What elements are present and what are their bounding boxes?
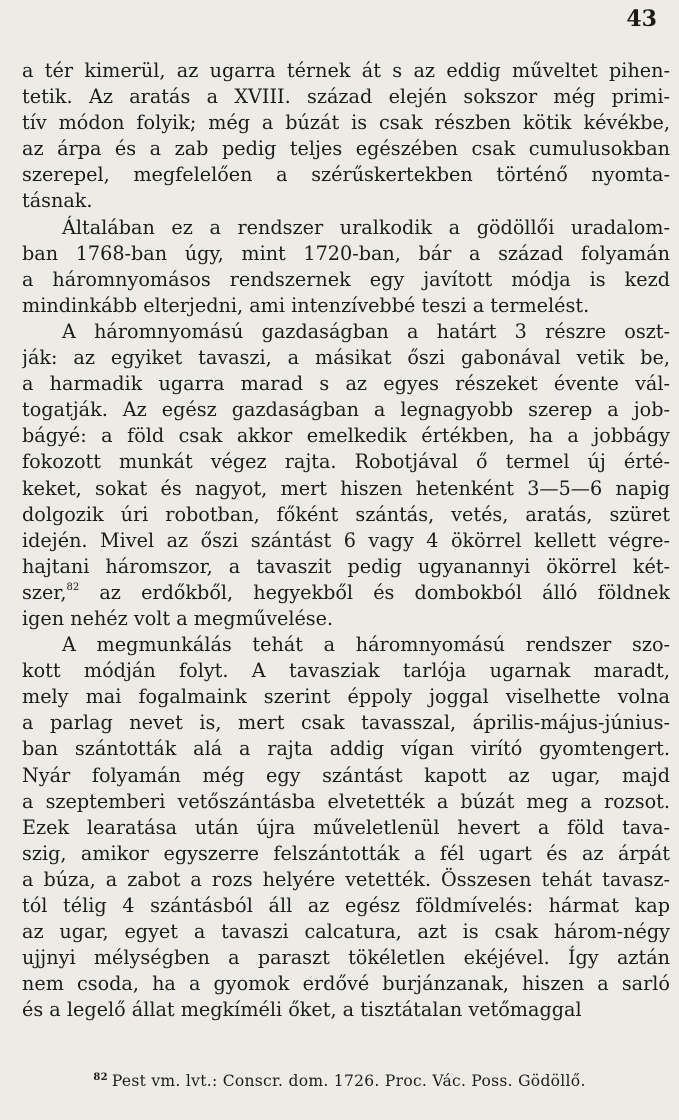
paragraph <box>22 58 670 215</box>
footnote <box>0 1072 679 1090</box>
text-line: ban 1768-ban úgy, mint 1720-ban, bár a század folyamán <box>22 241 670 265</box>
text-line: mindinkább elterjedni, ami intenzívebbé teszi a termelést. <box>22 293 590 317</box>
text-line: a harmadik ugarra marad s az egyes részeket évente vál- <box>22 372 670 396</box>
text-line: a háromnyomásos rendszernek egy javított módja is kezd <box>22 267 670 291</box>
text-line: a szeptemberi vetőszántásba elvetették a búzát meg a rozsot. <box>22 789 670 813</box>
text-line: a búza, a zabot a rozs helyére vetették. Összesen tehát tavasz- <box>22 867 670 891</box>
text-line: szig, amikor egyszerre felszántották a fél ugart és az árpát <box>22 841 670 865</box>
paragraph <box>22 215 670 319</box>
text-line: a tér kimerül, az ugarra térnek át s az eddig műveltet pihen- <box>22 59 670 82</box>
paragraph <box>22 632 670 1023</box>
text-line: mely mai fogalmaink szerint éppoly joggal viselhette volna <box>22 685 670 709</box>
text-line: A háromnyomású gazdaságban a határt 3 részre oszt- <box>62 319 670 343</box>
footnote-text: Pest vm. lvt.: Conscr. dom. 1726. Proc. Vác. Poss. Gödöllő. <box>111 1072 586 1090</box>
text-line: Nyár folyamán még egy szántást kapott az ugar, majd <box>22 763 670 787</box>
text-line: tetik. Az aratás a XVIII. század elején sokszor még primi- <box>22 85 670 109</box>
text-line: fokozott munkát végez rajta. Robotjával ő termel új érté- <box>22 450 670 474</box>
text-line: igen nehéz volt a megművelése. <box>22 606 334 630</box>
text-line: ban szántották alá a rajta addig vígan virító gyomtengert. <box>22 737 670 761</box>
text-line: tív módon folyik; még a búzát is csak részben kötik kévékbe, <box>22 111 670 135</box>
text-line: hajtani háromszor, a tavaszit pedig ugyanannyi ökörrel két- <box>22 554 670 578</box>
text-line: togatják. Az egész gazdaságban a legnagyobb szerep a job- <box>22 398 670 422</box>
paragraph <box>22 319 670 632</box>
text-line: tásnak. <box>22 189 93 213</box>
footnote-reference[interactable]: 82 <box>66 581 80 593</box>
text-line: kott módján folyt. A tavasziak tarlója ugarnak maradt, <box>22 659 670 683</box>
text-line: az ugar, egyet a tavaszi calcatura, azt is csak három-négy <box>22 920 670 944</box>
text-line: keket, sokat és nagyot, mert hiszen hetenként 3—5—6 napig <box>22 476 670 500</box>
text-line: Általában ez a rendszer uralkodik a gödöllői uradalom- <box>62 215 670 239</box>
body-text <box>22 58 670 1023</box>
text-line: ujjnyi mélységben a paraszt tökéletlen ekéjével. Így aztán <box>22 946 670 970</box>
footnote-mark: 82 <box>93 1072 108 1083</box>
text-line: az árpa és a zab pedig teljes egészében csak cumulusokban <box>22 137 670 161</box>
text-line: és a legelő állat megkíméli őket, a tisztátalan vetőmaggal <box>22 998 582 1022</box>
text-line: nem csoda, ha a gyomok erdővé burjánzanak, hiszen a sarló <box>22 972 670 996</box>
text-line: szerepel, megfelelően a szérűskertekben történő nyomta- <box>22 163 670 187</box>
text-line: Ezek learatása után újra műveletlenül hevert a föld tava- <box>22 815 670 839</box>
text-line: A megmunkálás tehát a háromnyomású rendszer szo- <box>62 633 670 657</box>
text-line: bágyé: a föld csak akkor emelkedik értékben, ha a jobbágy <box>22 424 670 448</box>
page-number: 43 <box>626 6 657 32</box>
text-line: ják: az egyiket tavaszi, a másikat őszi gabonával vetik be, <box>22 346 670 370</box>
text-line: szer,$^{82}$ az erdőkből, hegyekből és dombokból álló földnek <box>22 580 670 604</box>
text-line: tól télig 4 szántásból áll az egész földmívelés: hármat kap <box>22 894 670 917</box>
text-line: dolgozik úri robotban, főként szántás, vetés, aratás, szüret <box>22 502 670 526</box>
text-line: a parlag nevet is, mert csak tavasszal, április-május-június- <box>22 711 670 735</box>
text-line: idején. Mivel az őszi szántást 6 vagy 4 ökörrel kellett végre- <box>22 528 670 552</box>
